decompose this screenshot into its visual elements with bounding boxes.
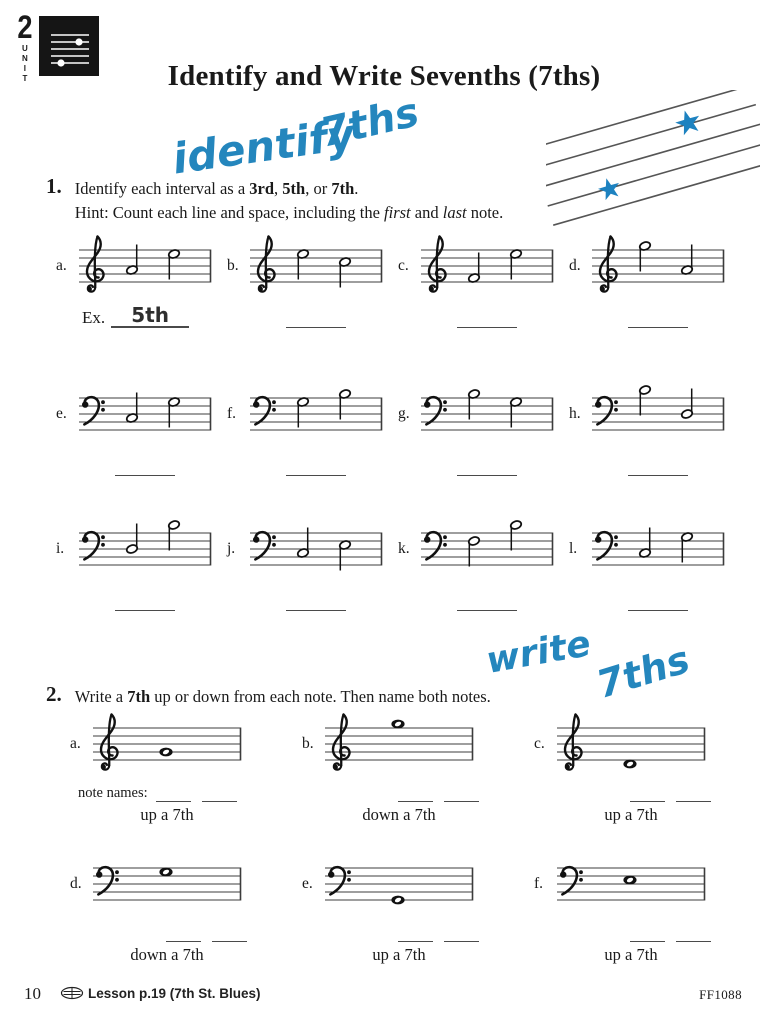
write-interval-exercise xyxy=(302,846,534,965)
exercise-letter: b. xyxy=(302,735,314,752)
treble-clef-icon xyxy=(258,237,275,292)
exercise-letter: b. xyxy=(227,257,239,274)
exercise-letter: l. xyxy=(569,540,578,557)
half-note xyxy=(126,524,139,555)
handwritten-identify: identify xyxy=(169,109,358,184)
whole-note xyxy=(159,748,172,757)
text-part: . xyxy=(354,179,359,198)
note-name-blank xyxy=(156,789,191,802)
exercise-letter: d. xyxy=(70,875,82,892)
exercise-letter: a. xyxy=(70,735,81,752)
direction-label: down a 7th xyxy=(130,945,204,964)
text-part: note. xyxy=(466,202,504,222)
staff-with-label xyxy=(56,511,227,587)
answer-area xyxy=(227,452,398,476)
answer-blank xyxy=(115,596,175,611)
bass-staff xyxy=(324,846,474,922)
answer-blank xyxy=(286,313,346,328)
note-name-blank xyxy=(676,789,711,802)
answer-area xyxy=(569,452,740,476)
text-part: 5th xyxy=(282,179,306,198)
note-names-label: note names: xyxy=(78,785,148,801)
staff-with-label xyxy=(398,228,569,304)
exercise-letter: j. xyxy=(227,540,236,557)
text-part: Identify each interval as a xyxy=(74,179,250,198)
answer-area xyxy=(398,587,569,611)
staff-with-label xyxy=(302,706,534,782)
half-note xyxy=(297,249,310,280)
write-interval-exercise xyxy=(534,846,766,965)
bass-clef-icon xyxy=(424,397,447,424)
bass-staff xyxy=(249,511,383,587)
treble-staff xyxy=(324,706,474,782)
note-name-blank xyxy=(444,789,479,802)
exercise-letter: f. xyxy=(227,405,237,422)
section-1-instruction xyxy=(75,177,504,201)
bass-clef-icon xyxy=(560,867,583,894)
staff-with-label xyxy=(227,228,398,304)
whole-note xyxy=(159,868,172,877)
exercise2-row-2 xyxy=(70,846,766,965)
treble-clef-icon xyxy=(333,715,350,770)
half-note xyxy=(639,241,652,272)
interval-exercise xyxy=(398,511,569,611)
answer-area xyxy=(227,587,398,611)
staff-with-label xyxy=(70,706,302,782)
unit-label-letter: N xyxy=(22,54,28,64)
whole-note xyxy=(391,720,404,729)
note-name-blank xyxy=(166,929,201,942)
half-note xyxy=(297,528,310,559)
half-note xyxy=(297,397,310,428)
staff-with-label xyxy=(534,846,766,922)
half-note xyxy=(168,249,181,280)
text-part: up or down from each note. Then name both notes. xyxy=(150,687,491,706)
exercise-letter: d. xyxy=(569,257,581,274)
exercise-letter: a. xyxy=(56,257,67,274)
staff-with-label xyxy=(398,511,569,587)
exercise-letter: g. xyxy=(398,405,410,422)
treble-staff xyxy=(420,228,554,304)
bass-staff xyxy=(556,846,706,922)
bass-clef-icon xyxy=(253,532,276,559)
section-number: 1. xyxy=(46,174,62,198)
interval-exercise xyxy=(56,376,227,476)
treble-clef-icon xyxy=(87,237,104,292)
exercise-letter: i. xyxy=(56,540,65,557)
text-part: Hint: Count each line and space, including the xyxy=(74,202,385,222)
staff-with-label xyxy=(569,511,740,587)
note-name-blank xyxy=(444,929,479,942)
unit-label-letter: I xyxy=(23,64,26,74)
text-part: Write a xyxy=(74,687,128,706)
section-number: 2. xyxy=(46,682,62,706)
exercise1-row-2 xyxy=(56,376,740,476)
upper-note-dot xyxy=(75,38,82,45)
half-note xyxy=(510,520,523,551)
interval-exercise xyxy=(398,376,569,476)
half-note xyxy=(681,532,694,563)
half-note xyxy=(468,536,481,567)
staff-with-label xyxy=(227,511,398,587)
note-names-area xyxy=(70,922,302,942)
star-icon xyxy=(596,175,623,201)
interval-exercise xyxy=(569,511,740,611)
note-names-area xyxy=(302,782,534,802)
note-name-blank xyxy=(676,929,711,942)
write-interval-exercise xyxy=(70,846,302,965)
bass-staff xyxy=(420,376,554,452)
star-staff-decoration xyxy=(546,90,760,237)
half-note xyxy=(339,389,352,420)
example-answer: 5th xyxy=(111,305,189,328)
lesson-book-icon xyxy=(60,985,84,1001)
exercise-letter: h. xyxy=(569,405,581,422)
slanted-staff-lines xyxy=(546,90,760,225)
half-note xyxy=(126,393,139,424)
staff-with-label xyxy=(70,846,302,922)
answer-blank xyxy=(457,461,517,476)
bass-clef-icon xyxy=(328,867,351,894)
staff-with-label xyxy=(398,376,569,452)
note-name-blank xyxy=(630,929,665,942)
bass-clef-icon xyxy=(82,532,105,559)
bass-staff xyxy=(78,376,212,452)
interval-exercise xyxy=(227,511,398,611)
note-name-blank xyxy=(398,789,433,802)
interval-exercise xyxy=(227,228,398,328)
treble-clef-icon xyxy=(565,715,582,770)
treble-clef-icon xyxy=(600,237,617,292)
whole-note xyxy=(623,760,636,769)
answer-area xyxy=(56,304,227,328)
direction-label: down a 7th xyxy=(362,805,436,824)
treble-staff xyxy=(78,228,212,304)
exercise2-row-1 xyxy=(70,706,766,825)
write-interval-exercise xyxy=(534,706,766,825)
bass-clef-icon xyxy=(82,397,105,424)
lesson-reference-text: Lesson p.19 (7th St. Blues) xyxy=(88,985,261,1001)
answer-blank xyxy=(286,461,346,476)
answer-blank xyxy=(457,313,517,328)
text-part: 7th xyxy=(331,179,355,198)
staff-with-label xyxy=(569,228,740,304)
bass-staff xyxy=(420,511,554,587)
answer-blank xyxy=(286,596,346,611)
half-note xyxy=(339,540,352,571)
interval-exercise xyxy=(398,228,569,328)
interval-exercise xyxy=(56,228,227,328)
note-names-area xyxy=(534,922,766,942)
note-names-area xyxy=(302,922,534,942)
exercise1-row-3 xyxy=(56,511,740,611)
text-part: last xyxy=(442,202,467,222)
catalog-number: FF1088 xyxy=(699,987,742,1002)
answer-area xyxy=(569,304,740,328)
direction-label: up a 7th xyxy=(140,805,194,824)
unit-label-letter: T xyxy=(22,74,28,84)
whole-note xyxy=(623,876,636,885)
half-note xyxy=(339,257,352,288)
note-name-blank xyxy=(630,789,665,802)
treble-clef-icon xyxy=(429,237,446,292)
interval-exercise xyxy=(227,376,398,476)
answer-blank xyxy=(628,313,688,328)
direction-label: up a 7th xyxy=(604,805,658,824)
exercise-letter: f. xyxy=(534,875,544,892)
exercise-letter: e. xyxy=(56,405,67,422)
exercise-letter: k. xyxy=(398,540,410,557)
whole-note xyxy=(391,896,404,905)
half-note xyxy=(126,245,139,276)
bass-clef-icon xyxy=(253,397,276,424)
treble-clef-icon xyxy=(101,715,118,770)
treble-staff xyxy=(591,228,725,304)
half-note xyxy=(510,249,523,280)
unit-number: 2 xyxy=(17,9,33,45)
interval-exercise xyxy=(56,511,227,611)
note-name-blank xyxy=(398,929,433,942)
direction-label: up a 7th xyxy=(604,945,658,964)
bass-clef-icon xyxy=(96,867,119,894)
answer-blank xyxy=(628,461,688,476)
bass-clef-icon xyxy=(424,532,447,559)
answer-blank xyxy=(115,461,175,476)
page-footer xyxy=(0,982,768,1008)
answer-blank xyxy=(457,596,517,611)
half-note xyxy=(468,389,481,420)
interval-exercise xyxy=(569,228,740,328)
treble-staff xyxy=(249,228,383,304)
treble-staff xyxy=(92,706,242,782)
handwritten-7ths-top: 7ths xyxy=(316,89,424,157)
direction-label: up a 7th xyxy=(372,945,426,964)
exercise-letter: c. xyxy=(398,257,409,274)
staff-with-label xyxy=(227,376,398,452)
half-note xyxy=(681,245,694,276)
section-1-hint xyxy=(75,201,504,225)
half-note xyxy=(639,385,652,416)
half-note xyxy=(681,389,694,420)
staff-with-label xyxy=(56,228,227,304)
half-note xyxy=(168,520,181,551)
interval-exercise xyxy=(569,376,740,476)
text-part: 3rd xyxy=(249,179,275,198)
text-part: first xyxy=(384,202,411,222)
unit-label-letter: U xyxy=(22,44,28,54)
example-label: Ex. xyxy=(82,308,106,327)
bass-staff xyxy=(249,376,383,452)
answer-area xyxy=(569,587,740,611)
answer-area xyxy=(398,452,569,476)
answer-blank xyxy=(628,596,688,611)
exercise-letter: c. xyxy=(534,735,545,752)
half-note xyxy=(639,528,652,559)
note-name-blank xyxy=(202,789,237,802)
exercise1-row-1 xyxy=(56,228,740,328)
answer-area xyxy=(398,304,569,328)
exercise-letter: e. xyxy=(302,875,313,892)
section-1-header xyxy=(46,175,503,225)
staff-with-label xyxy=(569,376,740,452)
answer-area xyxy=(227,304,398,328)
text-part: 7th xyxy=(127,687,151,706)
half-note xyxy=(168,397,181,428)
bass-staff xyxy=(78,511,212,587)
bass-clef-icon xyxy=(595,397,618,424)
bass-staff xyxy=(591,376,725,452)
note-names-area xyxy=(534,782,766,802)
bass-staff xyxy=(92,846,242,922)
handwritten-write: write xyxy=(483,623,594,682)
write-interval-exercise xyxy=(70,706,302,825)
half-note xyxy=(468,253,481,284)
page-title: Identify and Write Sevenths (7ths) xyxy=(167,60,601,92)
treble-staff xyxy=(556,706,706,782)
staff-with-label xyxy=(56,376,227,452)
answer-area xyxy=(56,452,227,476)
write-interval-exercise xyxy=(302,706,534,825)
text-part: , xyxy=(274,179,283,198)
page-number: 10 xyxy=(24,984,41,1003)
staff-with-label xyxy=(534,706,766,782)
answer-area xyxy=(56,587,227,611)
note-name-blank xyxy=(212,929,247,942)
text-part: , or xyxy=(305,179,332,198)
handwritten-7ths-bottom: 7ths xyxy=(591,637,695,707)
lesson-reference xyxy=(60,985,261,1001)
text-part: and xyxy=(410,202,443,222)
note-names-area xyxy=(70,782,302,802)
staff-with-label xyxy=(302,846,534,922)
bass-staff xyxy=(591,511,725,587)
bass-clef-icon xyxy=(595,532,618,559)
half-note xyxy=(510,397,523,428)
